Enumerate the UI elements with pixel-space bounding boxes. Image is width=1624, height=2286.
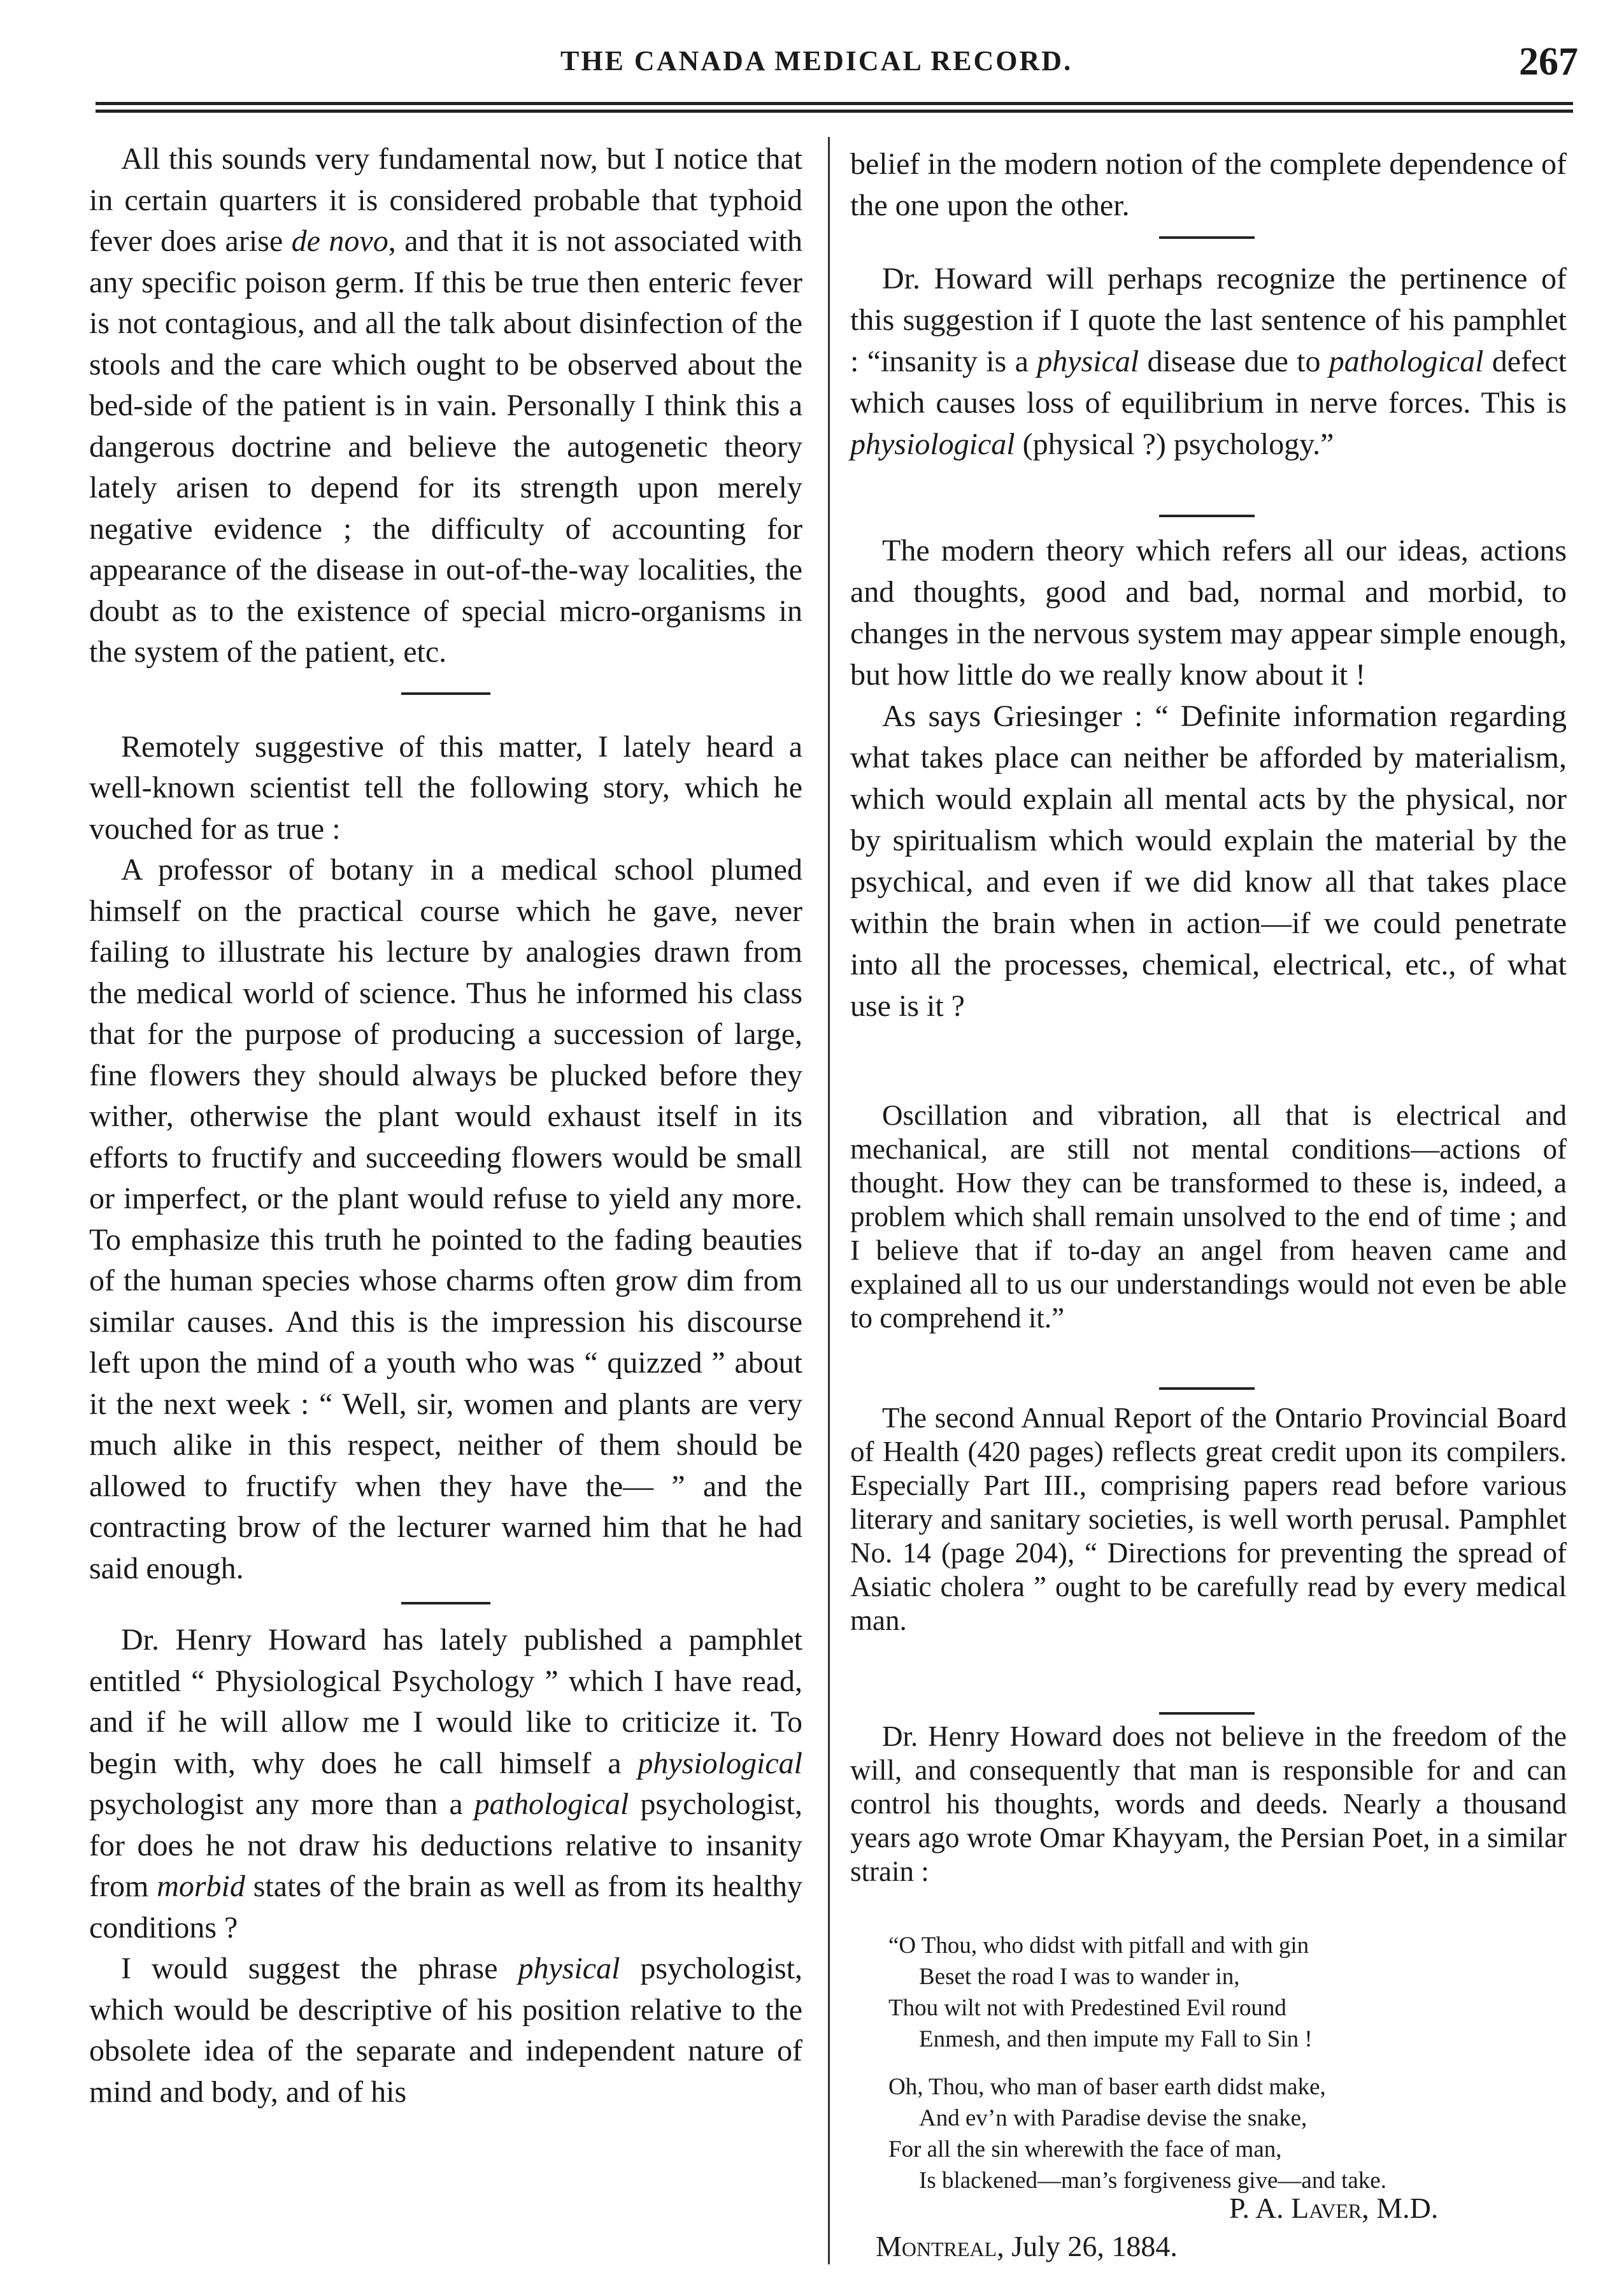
text: psychologist, which would be descriptive of his position relative to the obsolete idea of the separate and independent nature of mind and body, and of his — [89, 1952, 803, 2109]
poem-line: Beset the road I was to wander in, — [919, 1964, 1240, 1990]
poem-quotation — [888, 1930, 1386, 2196]
poem-line: “O Thou, who didst with pitfall and with gin — [888, 1932, 1309, 1959]
paragraph: Oscillation and vibration, all that is electrical and mechanical, are still not mental conditions—actions of thought. How they can be transformed to these is, indeed, a problem which shall remain unsolved to the end of time ; and I believe that if to-day an angel from heaven came and explained all to us our understandings would not even be able to comprehend it.” — [850, 1099, 1567, 1334]
text: Dr. Henry Howard has lately published a pamphlet entitled “ Physiological Psychology ” which I have read, and if he will allow me I would like to criticize it. To begin with, why does he call himself a — [89, 1623, 802, 1780]
poem-line: Thou wilt not with Predestined Evil round — [888, 1995, 1286, 2021]
poem-line: Is blackened—man’s forgiveness give—and take. — [919, 2168, 1386, 2194]
left-column — [89, 139, 802, 2113]
paragraph-block — [850, 1401, 1567, 1638]
italic-text: physiological — [850, 427, 1015, 461]
dateline — [876, 2229, 1178, 2263]
paragraph — [850, 258, 1567, 465]
text: , and that it is not associated with any specific poison germ. If this be true then enteric fever is not contagious, and all the talk about disinfection of the stools and the care which ought to be observed about the bed-side of the patient is in vain. Personally I think this a dangerous doctrine and believe the autogenetic theory lately arisen to depend for its strength upon merely negative evidence ; the difficulty of accounting for appearance of the disease in out-of-the-way localities, the doubt as to the existence of special micro-organisms in the system of the patient, etc. — [89, 224, 802, 669]
paragraph-block — [850, 1720, 1567, 1889]
poem-line: Oh, Thou, who man of baser earth didst make, — [888, 2074, 1326, 2100]
paragraph-continued — [850, 143, 1567, 226]
paragraph: A professor of botany in a medical school plumed himself on the practical course which he gave, never failing to illustrate his lecture by analogies drawn from the medical world of science. Thus he informed his class that for the purpose of producing a succession of large, fine flowers they should always be plucked before they wither, otherwise the plant would exhaust itself in its efforts to fructify and succeeding flowers would be small or imperfect, or the plant would refuse to yield any more. To emphasize this truth he pointed to the fading beauties of the human species whose charms often grow dim from similar causes. And this is the impression his discourse left upon the mind of a youth who was “ quizzed ” about it the next week : “ Well, sir, women and plants are very much alike in this respect, neither of them should be allowed to fructify when they have the— ” and the contracting brow of the lecturer warned him that he had said enough. — [89, 853, 802, 1585]
paragraph — [89, 1948, 802, 2113]
paragraph: Dr. Henry Howard does not believe in the freedom of the will, and consequently that man is responsible for and can control his thoughts, words and deeds. Nearly a thousand years ago wrote Omar Khayyam, the Persian Poet, in a similar strain : — [850, 1720, 1567, 1887]
text: psychologist any more than a — [89, 1787, 474, 1821]
section-separator — [1159, 236, 1255, 239]
text: disease due to — [1139, 345, 1329, 378]
paragraph-block — [850, 530, 1567, 1027]
poem-line: Enmesh, and then impute my Fall to Sin ! — [919, 2026, 1313, 2052]
italic-text: physical — [518, 1952, 620, 1985]
text: psychologist, for does he not draw his deductions relative to insanity from — [89, 1787, 803, 1903]
text: defect which causes loss of equilibrium in nerve forces. This is — [850, 345, 1567, 420]
paragraph-block — [850, 1099, 1567, 1335]
poem-line: For all the sin wherewith the face of man, — [888, 2136, 1282, 2162]
text: All this sounds very fundamental now, but I notice that in certain quarters it is considered probable that typhoid fever does arise — [89, 142, 802, 258]
paragraph: belief in the modern notion of the complete dependence of the one upon the other. — [850, 147, 1567, 222]
italic-text: morbid — [157, 1869, 245, 1903]
section-separator — [1159, 1712, 1255, 1715]
paragraph: The modern theory which refers all our ideas, actions and thoughts, good and bad, normal and morbid, to changes in the nervous system may appear simple enough, but how little do we really know about it ! — [850, 534, 1567, 692]
running-header — [0, 40, 1624, 83]
text: states of the brain as well as from its healthy conditions ? — [89, 1869, 803, 1945]
text: Dr. Howard will perhaps recognize the pertinence of this suggestion if I quote the last sentence of his pamphlet : “insanity is a — [850, 262, 1567, 378]
section-separator — [1159, 1387, 1255, 1390]
paragraph — [89, 139, 802, 673]
section-separator — [401, 692, 490, 695]
dateline-place: Montreal, — [876, 2230, 1004, 2262]
author-signature: P. A. Laver, M.D. — [1229, 2192, 1439, 2224]
section-separator — [1159, 515, 1255, 517]
page-number: 267 — [1519, 40, 1578, 83]
text: I would suggest the phrase — [121, 1952, 518, 1985]
italic-text: physiological — [637, 1746, 802, 1780]
text: (physical ?) psychology.” — [1015, 427, 1334, 461]
paragraph: As says Griesinger : “ Definite information regarding what takes place can neither be afforded by materialism, which would explain all mental acts by the physical, nor by spiritualism which would explain the material by the psychical, and even if we did know all that takes place within the brain when in action—if we could penetrate into all the processes, chemical, electrical, etc., of what use is it ? — [850, 699, 1567, 1023]
italic-text: de novo — [291, 224, 388, 258]
column-divider — [828, 137, 830, 2264]
italic-text: pathological — [474, 1787, 629, 1821]
paragraph — [89, 1620, 802, 1948]
poem-line: And ev’n with Paradise devise the snake, — [919, 2105, 1307, 2131]
dateline-date: July 26, 1884. — [1004, 2230, 1178, 2262]
paragraph: The second Annual Report of the Ontario Provincial Board of Health (420 pages) reflects great credit upon its compilers. Especially Part III., comprising papers read before various literary and sanitary societies, is well worth perusal. Pamphlet No. 14 (page 204), “ Directions for preventing the spread of Asiatic cholera ” ought to be carefully read by every medical man. — [850, 1402, 1567, 1636]
paragraph-block — [850, 258, 1567, 465]
journal-title: THE CANADA MEDICAL RECORD. — [560, 45, 1073, 76]
italic-text: pathological — [1328, 345, 1484, 378]
section-separator — [401, 1602, 490, 1604]
italic-text: physical — [1037, 345, 1139, 378]
header-rule — [96, 102, 1573, 105]
header-rule — [96, 110, 1573, 113]
paragraph: Remotely suggestive of this matter, I lately heard a well-known scientist tell the following story, which he vouched for as true : — [89, 729, 802, 846]
